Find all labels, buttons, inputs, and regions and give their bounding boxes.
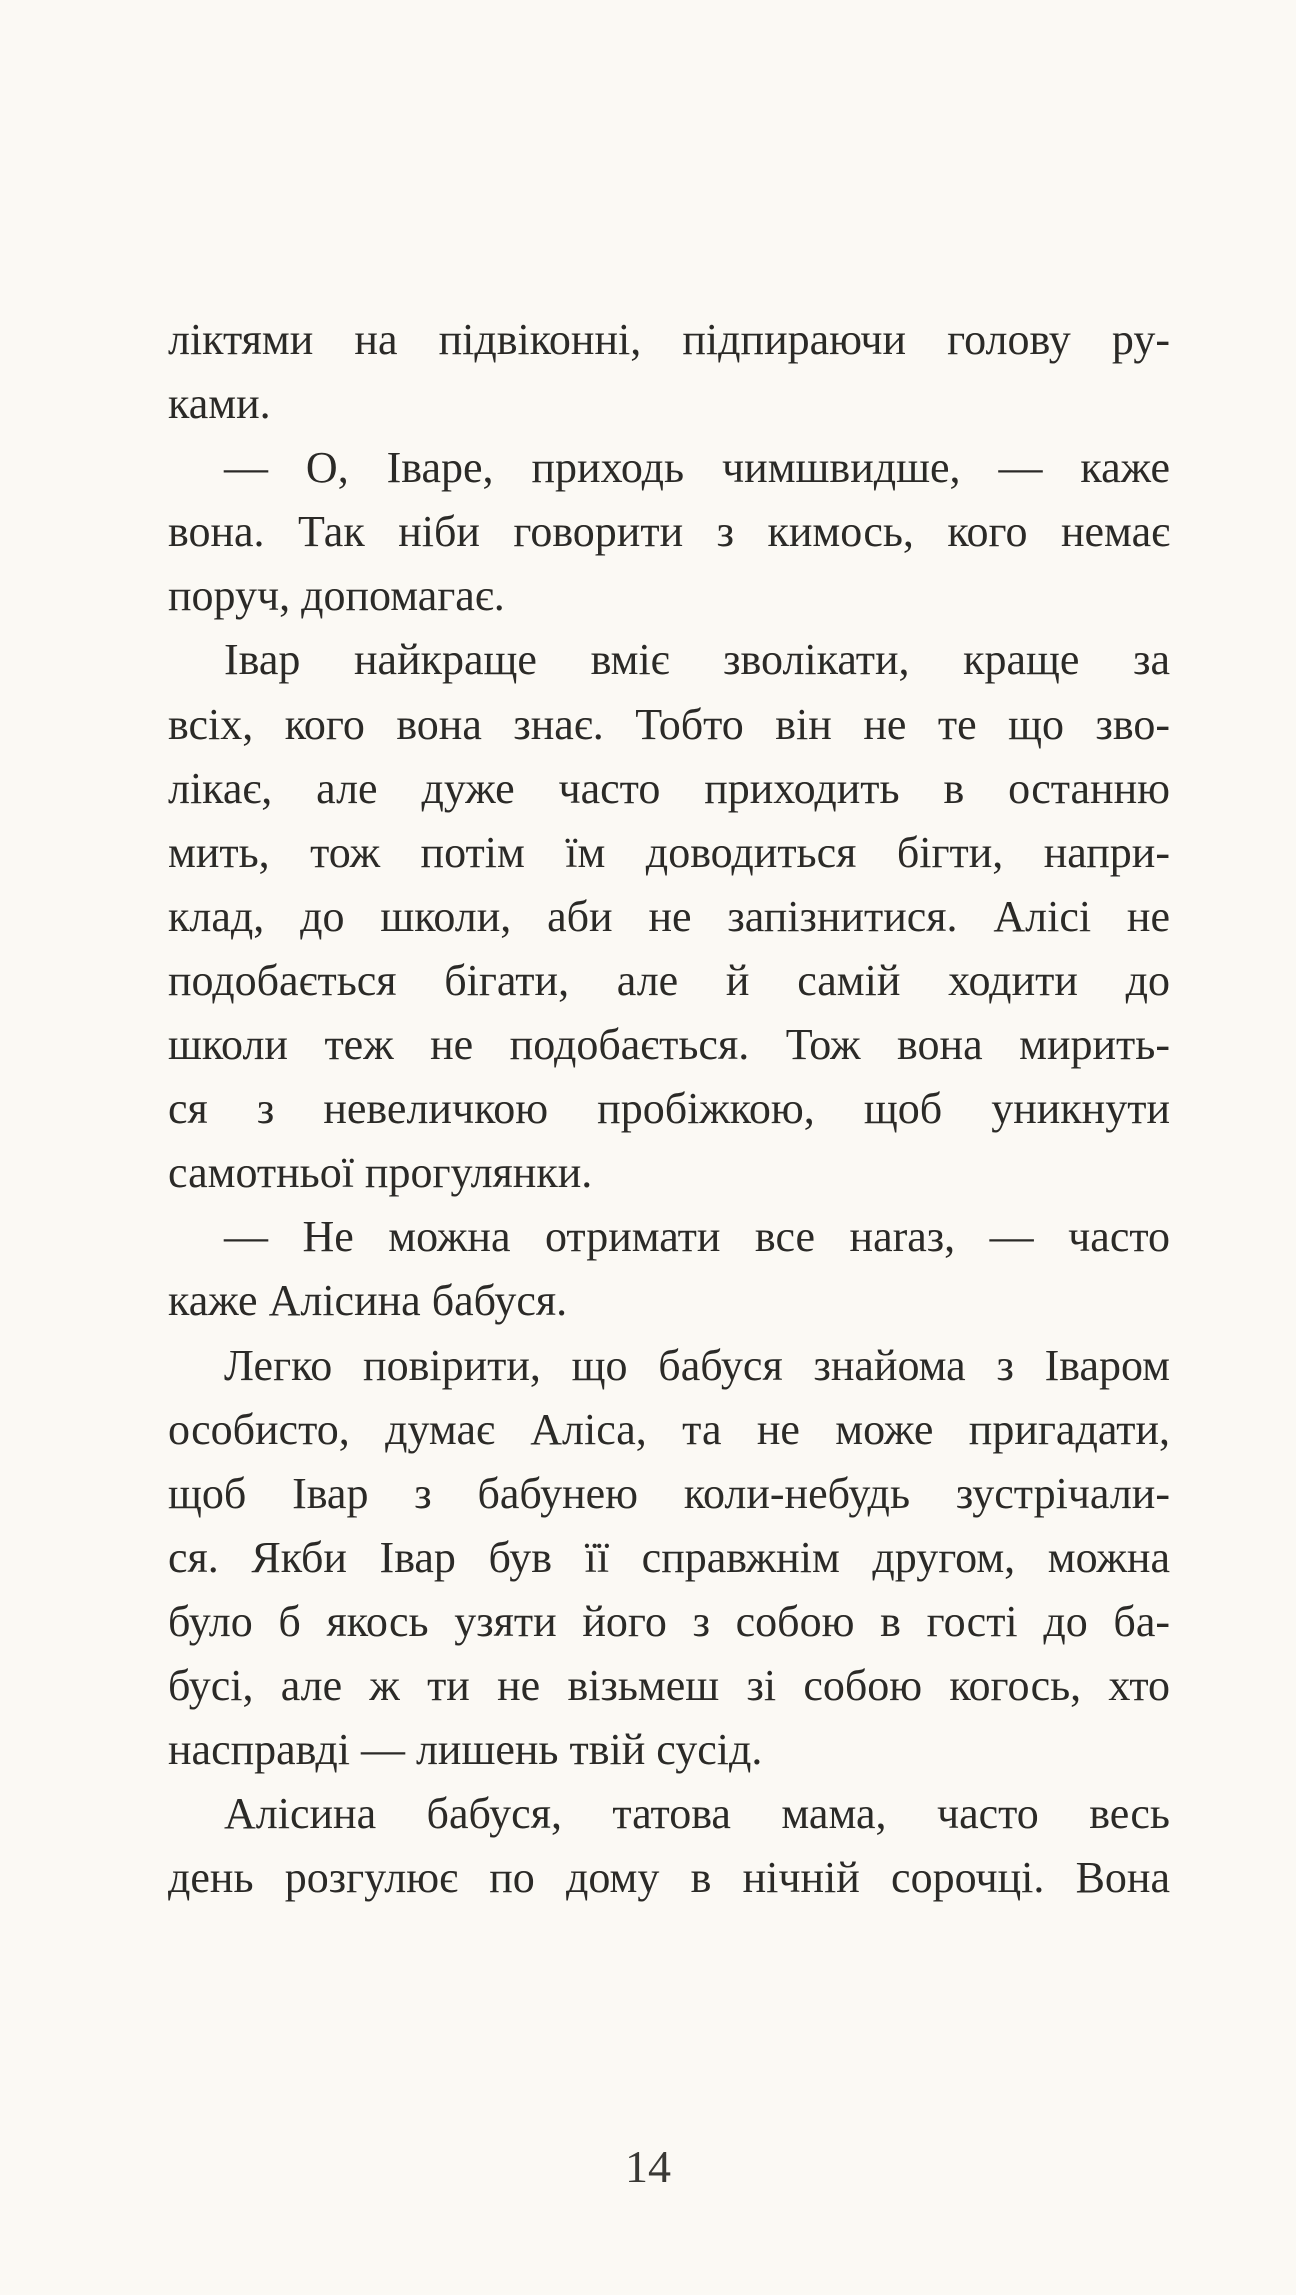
- text-line: клад, до школи, аби не запізнитися. Алісі не: [168, 891, 1170, 941]
- text-line: Алісина бабуся, татова мама, часто весь: [224, 1789, 1170, 1839]
- text-line: поруч, допомагає.: [168, 571, 505, 621]
- text-line: школи теж не подобається. Тож вона мирить-: [168, 1020, 1170, 1070]
- text-line: — О, Іваре, приходь чимшвидше, — каже: [224, 443, 1170, 493]
- text-line: насправді — лишень твій сусід.: [168, 1725, 763, 1775]
- text-line: Легко повірити, що бабуся знайома з Іваром: [224, 1340, 1170, 1390]
- text-line: мить, тож потім їм доводиться бігти, напри-: [168, 827, 1170, 877]
- text-line: ся. Якби Івар був її справжнім другом, можна: [168, 1532, 1170, 1582]
- text-line: Івар найкраще вміє зволікати, краще за: [224, 635, 1170, 685]
- text-line: всіх, кого вона знає. Тобто він не те що зво-: [168, 699, 1170, 749]
- text-line: каже Алісина бабуся.: [168, 1276, 568, 1326]
- text-line: — Не можна отримати все наraз, — часто: [224, 1212, 1170, 1262]
- text-line: самотньої прогулянки.: [168, 1148, 593, 1198]
- text-line: було б якось узяти його з собою в гості до ба-: [168, 1596, 1170, 1646]
- text-line: щоб Івар з бабунею коли-небудь зустрічали-: [168, 1468, 1170, 1518]
- text-line: ліктями на підвіконні, підпираючи голову ру-: [168, 315, 1170, 364]
- text-line: бусі, але ж ти не візьмеш зі собою когось, хто: [168, 1660, 1170, 1710]
- text-line: ся з невеличкою пробіжкою, щоб уникнути: [168, 1084, 1170, 1134]
- body-text: [168, 308, 1170, 1910]
- text-line: день розгулює по дому в нічній сорочці. Вона: [168, 1853, 1170, 1903]
- text-line: особисто, думає Аліса, та не може пригадати,: [168, 1404, 1170, 1454]
- text-line: лікає, але дуже часто приходить в останню: [168, 763, 1170, 813]
- text-line: ками.: [168, 379, 271, 429]
- page-number: 14: [625, 2141, 671, 2192]
- text-line: подобається бігати, але й самій ходити до: [168, 955, 1170, 1005]
- text-line: вона. Так ніби говорити з кимось, кого немає: [168, 507, 1170, 557]
